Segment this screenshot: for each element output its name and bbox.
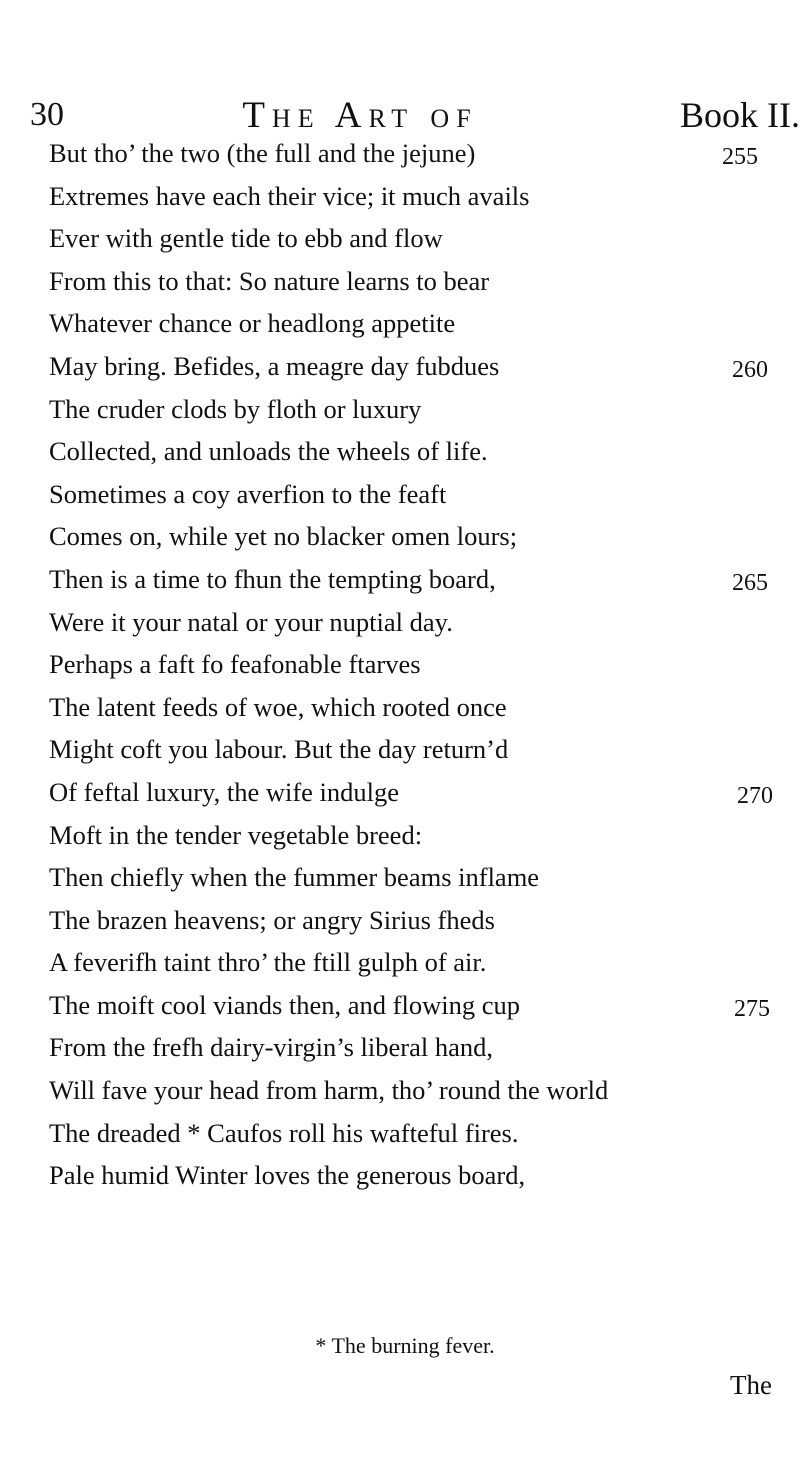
book-label: Book II. [680, 95, 800, 135]
line-number: 270 [737, 783, 773, 809]
verse-line: Might coft you labour. But the day return’d [49, 734, 509, 765]
verse-line: But tho’ the two (the full and the jejune) [49, 138, 476, 168]
verse-line: The dreaded * Caufos roll his wafteful fires. [49, 1117, 519, 1148]
verse-line: Ever with gentle tide to ebb and flow [49, 223, 443, 254]
line-number: 265 [732, 570, 768, 596]
verse-line: The moift cool viands then, and flowing cup [49, 989, 521, 1020]
catchword: The [730, 1370, 772, 1400]
verse-line: Of feftal luxury, the wife indulge [49, 776, 400, 807]
line-number: 255 [722, 144, 758, 170]
verse-line: Pale humid Winter loves the generous board, [49, 1160, 526, 1191]
verse-line: Perhaps a faft fo feafonable ftarves [49, 649, 421, 680]
verse-line: Then is a time to fhun the tempting board, [49, 563, 496, 594]
line-number: 260 [732, 357, 768, 383]
verse-line: A feverifh taint thro’ the ftill gulph of air. [49, 947, 487, 978]
poem-text [49, 132, 749, 1197]
verse-line: Moft in the tender vegetable breed: [49, 819, 423, 850]
running-title: The Art of [242, 95, 478, 136]
verse-line: Were it your natal or your nuptial day. [49, 606, 453, 637]
verse-line: Whatever chance or headlong appetite [49, 308, 456, 339]
verse-line: Collected, and unloads the wheels of life. [49, 436, 488, 467]
verse-line: Then chiefly when the fummer beams inflame [49, 862, 540, 893]
verse-line: The latent feeds of woe, which rooted once [49, 691, 507, 722]
verse-line: From the frefh dairy-virgin’s liberal hand, [49, 1032, 494, 1063]
line-number: 275 [734, 996, 770, 1022]
verse-line: The brazen heavens; or angry Sirius fheds [49, 904, 495, 935]
verse-line: Extremes have each their vice; it much avails [49, 180, 530, 211]
verse-line: The cruder clods by floth or luxury [49, 393, 422, 424]
page-number: 30 [30, 96, 64, 133]
verse-line: Comes on, while yet no blacker omen lours; [49, 521, 518, 552]
verse-line: From this to that: So nature learns to bear [49, 265, 490, 296]
verse-line: May bring. Befides, a meagre day fubdues [49, 350, 500, 381]
verse-line: Sometimes a coy averfion to the feaft [49, 478, 447, 509]
footnote: * The burning fever. [315, 1333, 495, 1358]
verse-line: Will fave your head from harm, tho’ round the world [49, 1075, 609, 1106]
